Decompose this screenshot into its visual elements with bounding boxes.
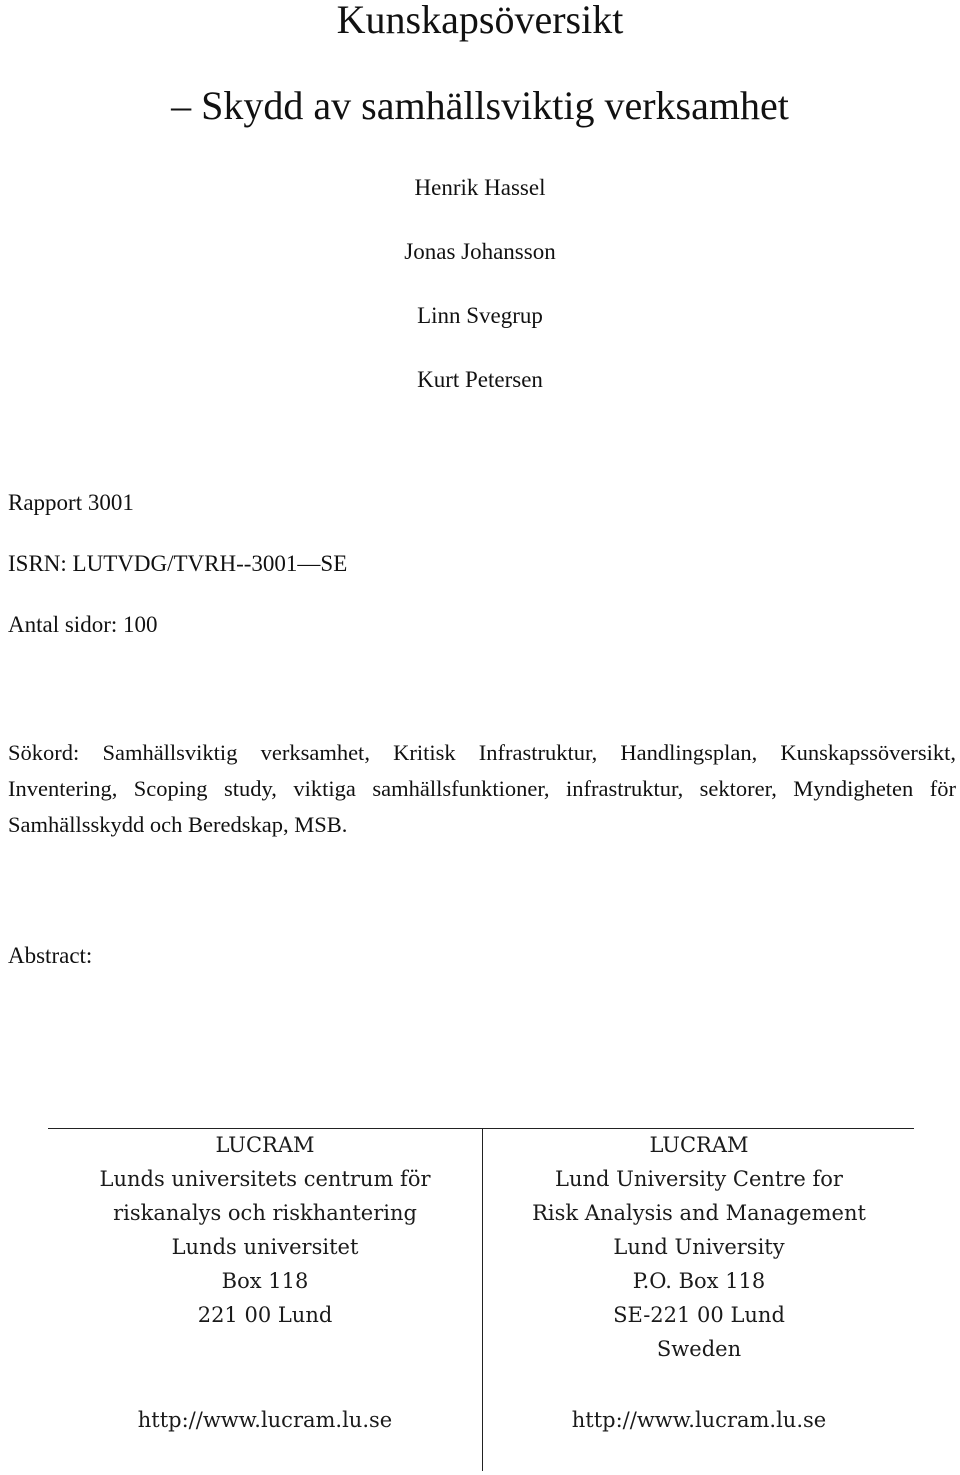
keywords — [8, 735, 956, 843]
page-count-value: 100 — [123, 612, 158, 637]
page-count-label: Antal sidor: — [8, 612, 118, 637]
address-line: Lund University Centre for — [555, 1167, 843, 1191]
author-list — [0, 172, 960, 428]
website-link[interactable]: http://www.lucram.lu.se — [571, 1408, 827, 1432]
author-name: Henrik Hassel — [414, 175, 546, 200]
keywords-label: Sökord: — [8, 740, 80, 765]
footer-address-english — [484, 1128, 914, 1432]
footer-column-divider — [482, 1128, 483, 1471]
isrn: ISRN: LUTVDG/TVRH--3001—SE — [8, 551, 348, 576]
footer-address-swedish — [48, 1128, 482, 1432]
address-line: LUCRAM — [215, 1133, 315, 1157]
address-line: P.O. Box 118 — [632, 1269, 766, 1293]
address-line: LUCRAM — [649, 1133, 749, 1157]
address-line: Lunds universitet — [171, 1235, 359, 1259]
address-line: 221 00 Lund — [197, 1303, 333, 1327]
document-subtitle: – Skydd av samhällsviktig verksamhet — [171, 83, 789, 128]
address-line: Lund University — [613, 1235, 785, 1259]
keywords-text: Samhällsviktig verksamhet, Kritisk Infrastruktur, Handlingsplan, Kunskapssöversikt, Inventering, Scoping study, viktiga samhällsfunktioner, infrastruktur, sektorer, Myndigheten för Samhällsskydd och Beredskap, MSB. — [8, 740, 957, 837]
address-line: Box 118 — [221, 1269, 309, 1293]
author-name: Linn Svegrup — [417, 303, 543, 328]
address-line: Sweden — [656, 1337, 742, 1361]
author-name: Kurt Petersen — [417, 367, 543, 392]
address-line: SE-221 00 Lund — [613, 1303, 785, 1327]
page-count — [8, 610, 158, 640]
author-name: Jonas Johansson — [404, 239, 556, 264]
address-line: riskanalys och riskhantering — [113, 1201, 417, 1225]
abstract-label: Abstract: — [8, 943, 93, 968]
document-title: Kunskapsöversikt — [336, 0, 624, 42]
address-line: Lunds universitets centrum för — [99, 1167, 431, 1191]
report-number: Rapport 3001 — [8, 490, 134, 515]
website-link[interactable]: http://www.lucram.lu.se — [137, 1408, 393, 1432]
address-line: Risk Analysis and Management — [532, 1201, 866, 1225]
